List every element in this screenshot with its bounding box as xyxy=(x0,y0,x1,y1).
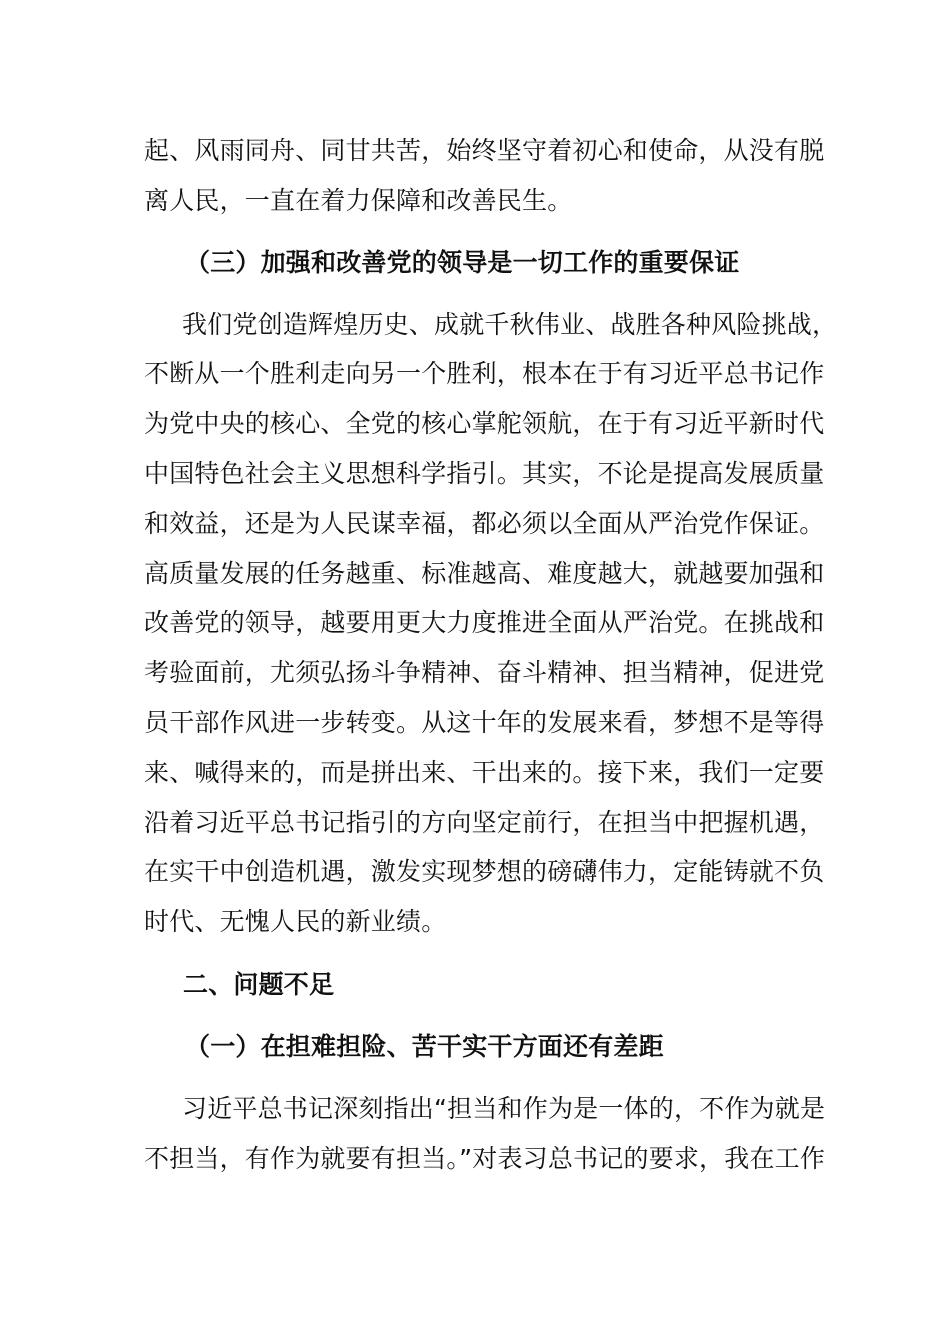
para2-line-9: 员干部作风进一步转变。从这十年的发展来看，梦想不是等得 xyxy=(144,708,825,737)
para1-line-1: 起、风雨同舟、同甘共苦，始终坚守着初心和使命，从没有脱 xyxy=(144,136,825,165)
section-heading-2: 二、问题不足 xyxy=(183,970,335,999)
para2-line-3: 为党中央的核心、全党的核心掌舵领航，在于有习近平新时代 xyxy=(144,409,825,438)
para2-line-6: 高质量发展的任务越重、标准越高、难度越大，就越要加强和 xyxy=(144,559,825,588)
para2-line-8: 考验面前，尤须弘扬斗争精神、奋斗精神、担当精神，促进党 xyxy=(144,658,825,687)
para2-line-12: 在实干中创造机遇，激发实现梦想的磅礴伟力，定能铸就不负 xyxy=(144,857,825,886)
para2-line-2: 不断从一个胜利走向另一个胜利，根本在于有习近平总书记作 xyxy=(144,359,825,388)
para1-line-2: 离人民，一直在着力保障和改善民生。 xyxy=(144,186,573,215)
para3-line-2: 不担当，有作为就要有担当。”对表习总书记的要求，我在工作 xyxy=(144,1144,826,1173)
subsection-heading-1: （一）在担难担险、苦干实干方面还有差距 xyxy=(185,1032,664,1061)
para2-line-11: 沿着习近平总书记指引的方向坚定前行，在担当中把握机遇， xyxy=(144,808,825,837)
para2-line-13: 时代、无愧人民的新业绩。 xyxy=(144,907,447,936)
para2-line-4: 中国特色社会主义思想科学指引。其实，不论是提高发展质量 xyxy=(144,459,825,488)
para2-line-1: 我们党创造辉煌历史、成就千秋伟业、战胜各种风险挑战， xyxy=(182,310,838,339)
section-heading-3: （三）加强和改善党的领导是一切工作的重要保证 xyxy=(185,248,740,277)
para2-line-10: 来、喊得来的，而是拼出来、干出来的。接下来，我们一定要 xyxy=(144,758,825,787)
para2-line-7: 改善党的领导，越要用更大力度推进全面从严治党。在挑战和 xyxy=(144,608,825,637)
para3-line-1: 习近平总书记深刻指出“担当和作为是一体的，不作为就是 xyxy=(182,1094,826,1123)
para2-line-5: 和效益，还是为人民谋幸福，都必须以全面从严治党作保证。 xyxy=(144,509,825,538)
